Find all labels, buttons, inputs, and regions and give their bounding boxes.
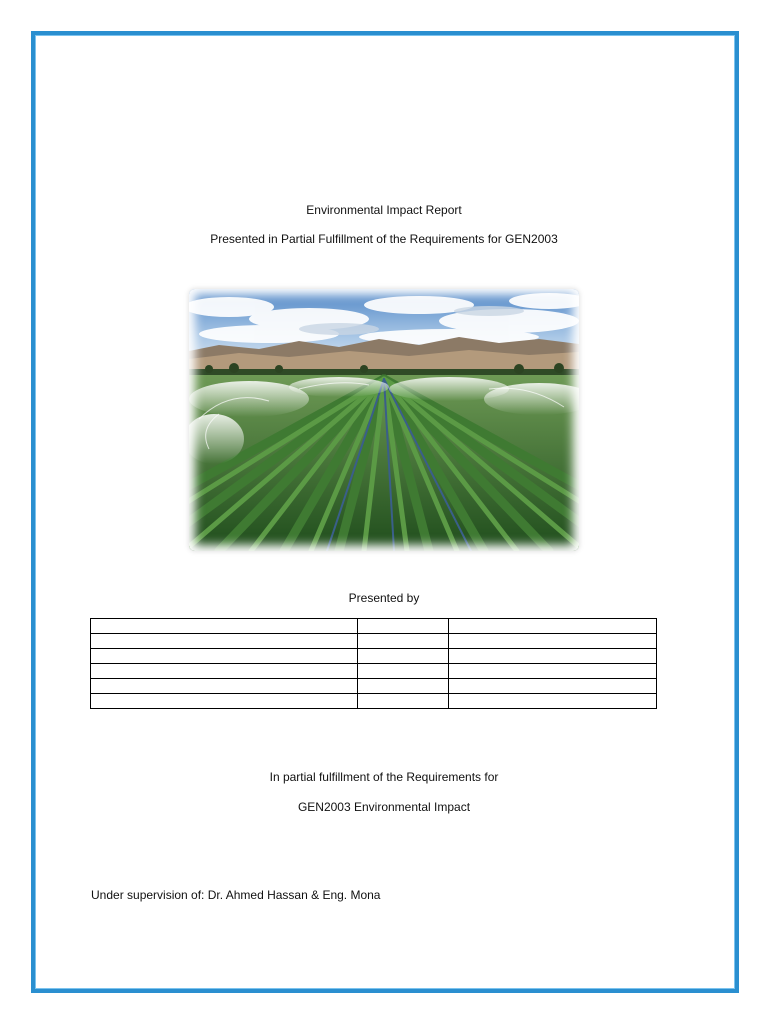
table-cell bbox=[449, 679, 657, 694]
table-cell bbox=[449, 694, 657, 709]
table-row bbox=[91, 679, 657, 694]
table-cell bbox=[449, 664, 657, 679]
table-cell bbox=[91, 679, 358, 694]
table-cell bbox=[358, 664, 449, 679]
table-row bbox=[91, 649, 657, 664]
table-cell bbox=[449, 634, 657, 649]
supervision-line: Under supervision of: Dr. Ahmed Hassan & Eng. Mona bbox=[91, 888, 381, 902]
table-row bbox=[91, 619, 657, 634]
table-cell bbox=[91, 694, 358, 709]
table-cell bbox=[358, 679, 449, 694]
table-cell bbox=[358, 619, 449, 634]
table-row bbox=[91, 664, 657, 679]
report-title: Environmental Impact Report bbox=[306, 203, 462, 217]
table-cell bbox=[91, 664, 358, 679]
presented-by-heading: Presented by bbox=[348, 591, 420, 605]
fulfillment-line-2: GEN2003 Environmental Impact bbox=[297, 800, 471, 814]
table-cell bbox=[358, 634, 449, 649]
table-cell bbox=[358, 649, 449, 664]
table-row bbox=[91, 634, 657, 649]
report-subtitle: Presented in Partial Fulfillment of the Requirements for GEN2003 bbox=[210, 232, 558, 246]
table-cell bbox=[449, 619, 657, 634]
cover-photo bbox=[189, 289, 579, 551]
table-cell bbox=[91, 649, 358, 664]
table-cell bbox=[91, 634, 358, 649]
table-row bbox=[91, 694, 657, 709]
presenters-table bbox=[90, 618, 657, 709]
table-cell bbox=[449, 649, 657, 664]
table-cell bbox=[91, 619, 358, 634]
fulfillment-line-1: In partial fulfillment of the Requirements for bbox=[269, 770, 499, 784]
table-cell bbox=[358, 694, 449, 709]
irrigated-field-image bbox=[189, 289, 579, 551]
